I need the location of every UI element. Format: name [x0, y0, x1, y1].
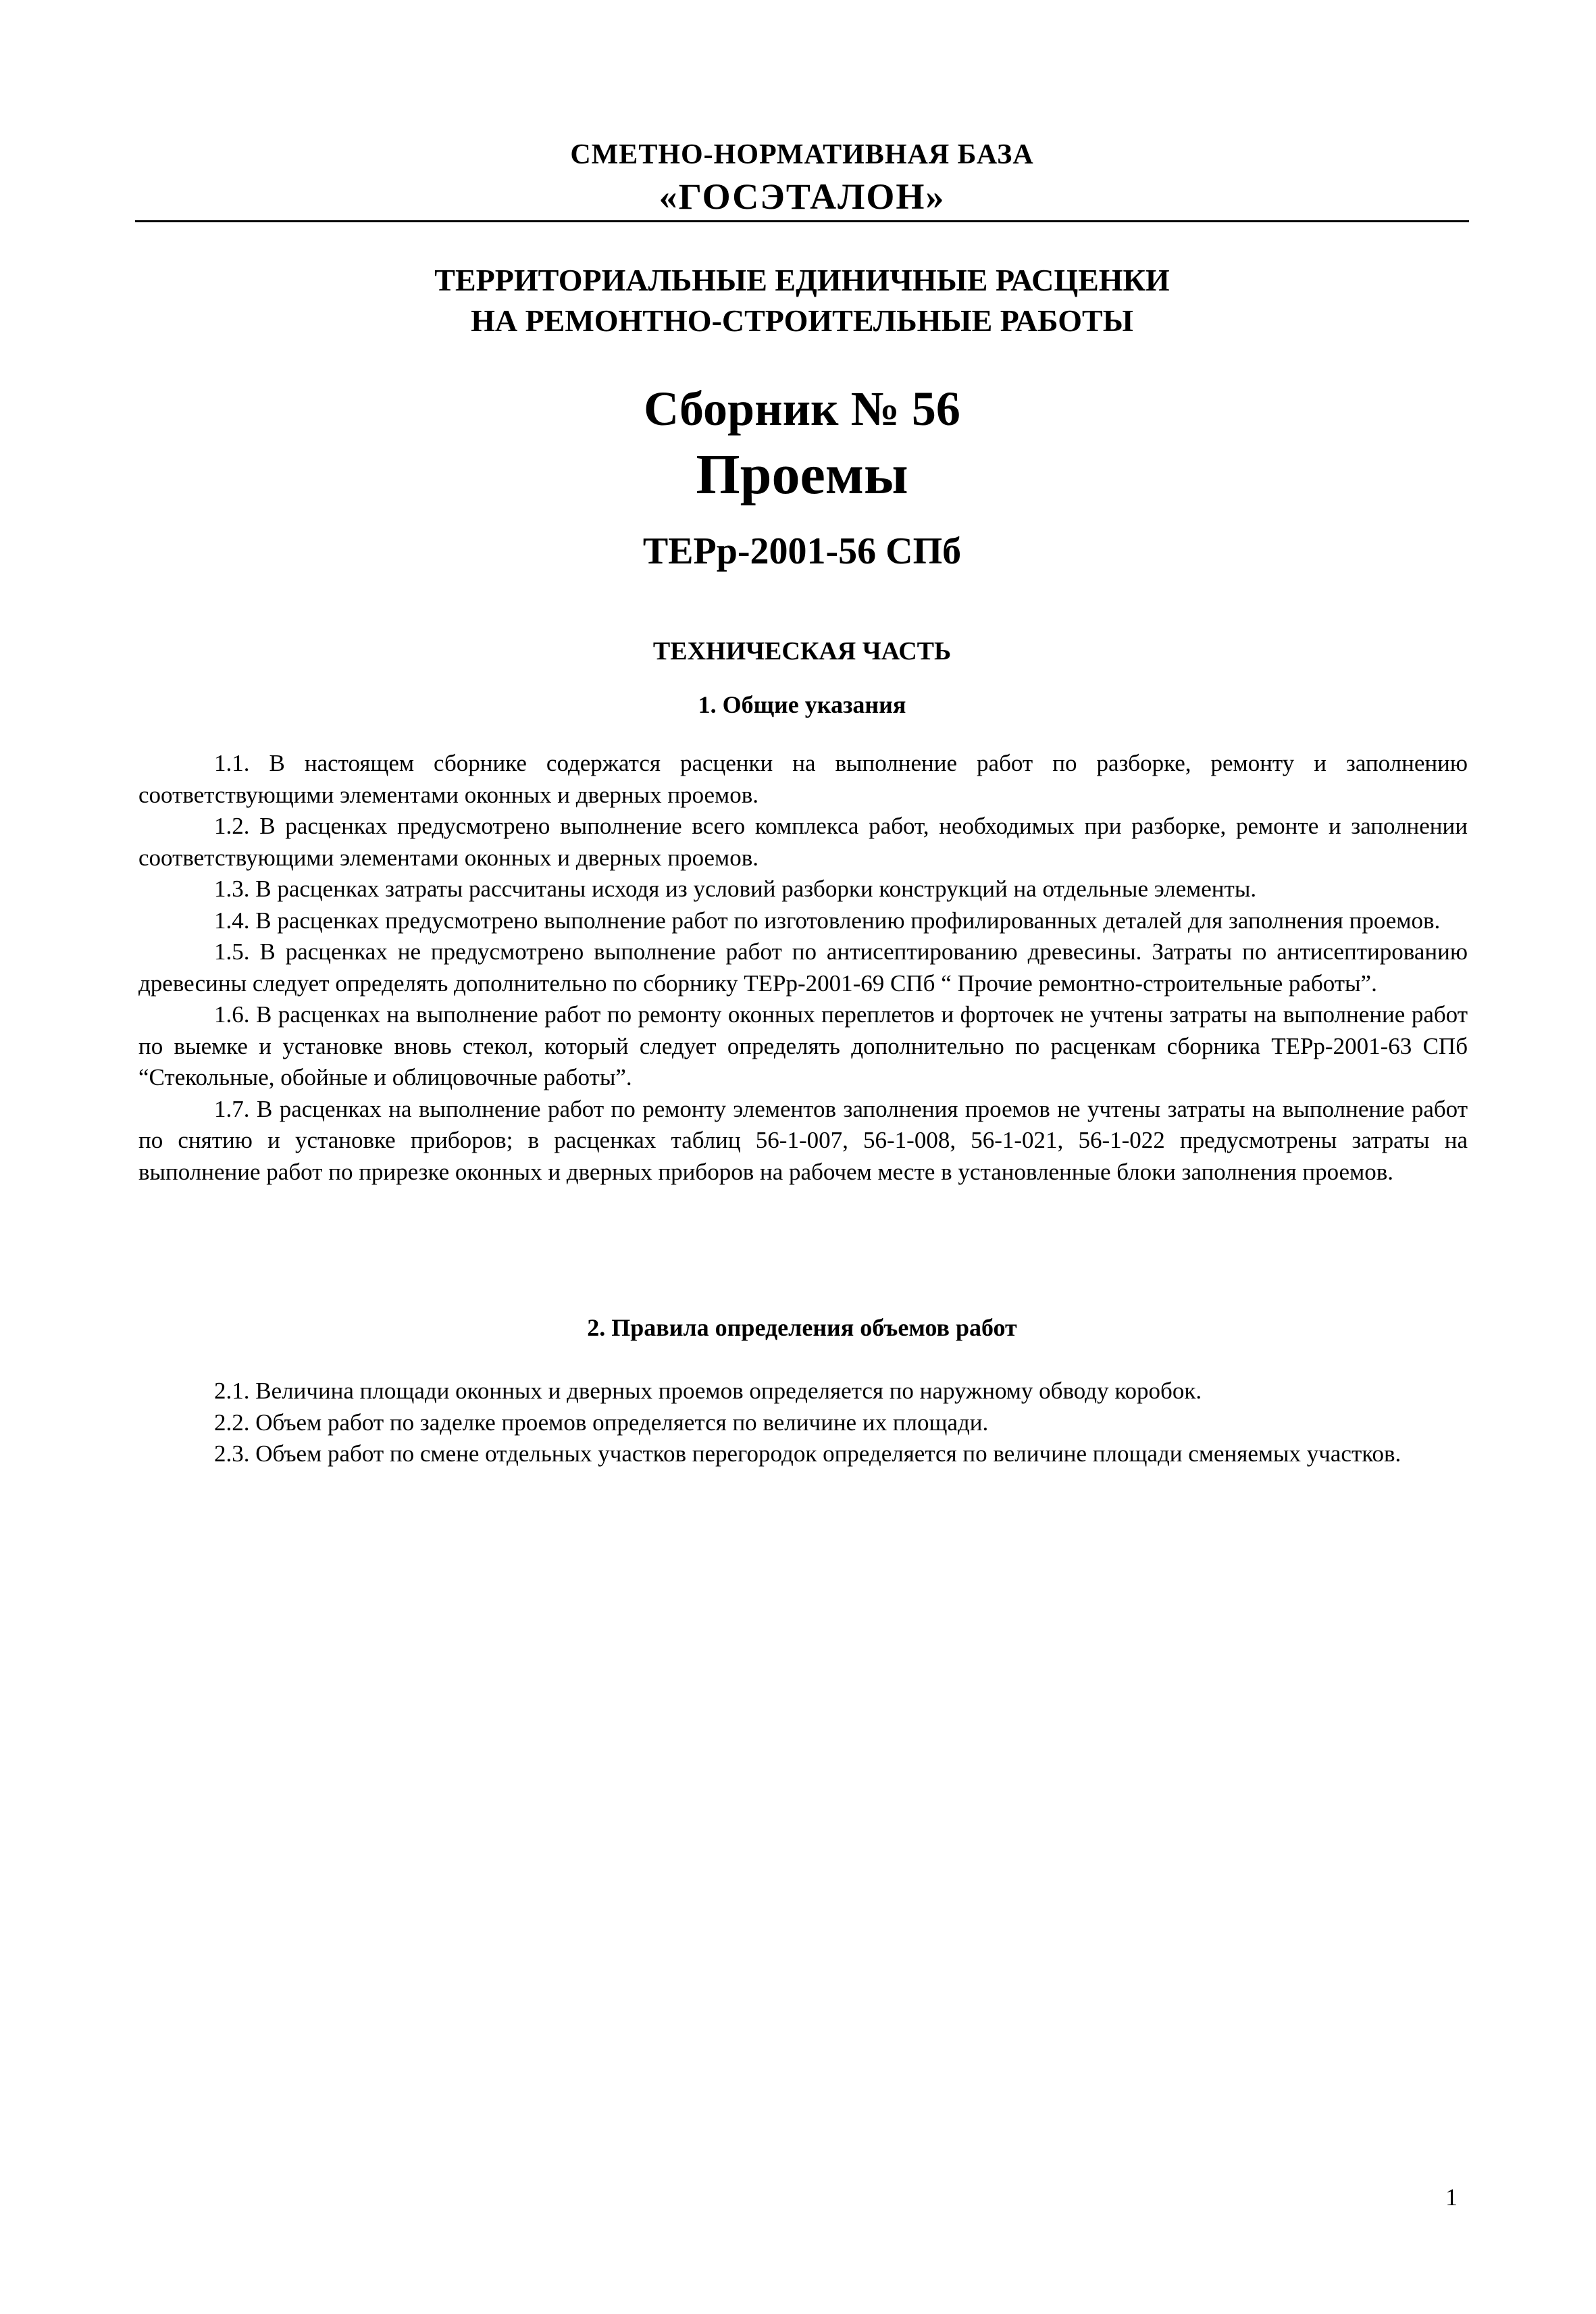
paragraph-1-1: 1.1. В настоящем сборнике содержатся расценки на выполнение работ по разборке, ремонту и заполнению соответствующими элементами оконных и дверных проемов. [138, 750, 1468, 808]
title-line-1: ТЕРРИТОРИАЛЬНЫЕ ЕДИНИЧНЫЕ РАСЦЕНКИ [434, 263, 1170, 297]
paragraph-2-2: 2.2. Объем работ по заделке проемов определяется по величине их площади. [214, 1409, 989, 1436]
paragraph-2-3: 2.3. Объем работ по смене отдельных участков перегородок определяется по величине площади сменяемых участков. [214, 1440, 1401, 1467]
paragraph-1-5: 1.5. В расценках не предусмотрено выполнение работ по антисептированию древесины. Затраты по антисептированию древесины следует определять дополнительно по сборнику ТЕРр-2001-69 СПб “ Прочие ремонтно-строительные работы”. [138, 938, 1468, 997]
section-1-heading: 1. Общие указания [698, 691, 906, 718]
section-1-body [138, 748, 1468, 1188]
document-header [135, 135, 1469, 219]
title-line-2: НА РЕМОНТНО-СТРОИТЕЛЬНЫЕ РАБОТЫ [471, 303, 1133, 338]
paragraph-1-7: 1.7. В расценках на выполнение работ по ремонту элементов заполнения проемов не учтены затраты на выполнение работ по снятию и установке приборов; в расценках таблиц 56-1-007, 56-1-008, 56-1-021, 56-1-022 предусмотрены затраты на выполнение работ по прирезке оконных и дверных приборов на рабочем месте в установленные блоки заполнения проемов. [138, 1095, 1468, 1185]
collection-title: Проемы [696, 443, 908, 506]
section-2-body [138, 1376, 1468, 1470]
paragraph-1-2: 1.2. В расценках предусмотрено выполнение всего комплекса работ, необходимых при разборке, ремонте и заполнении соответствующими элементами оконных и дверных проемов. [138, 813, 1468, 871]
paragraph-1-3: 1.3. В расценках затраты рассчитаны исходя из условий разборки конструкций на отдельные элементы. [214, 876, 1257, 902]
page-number: 1 [1445, 2184, 1458, 2211]
brand-name: «ГОСЭТАЛОН» [659, 176, 946, 217]
base-name: СМЕТНО-НОРМАТИВНАЯ БАЗА [570, 139, 1034, 170]
section-2-heading: 2. Правила определения объемов работ [587, 1314, 1017, 1341]
document-code: ТЕРр-2001-56 СПб [642, 530, 962, 572]
technical-part-heading: ТЕХНИЧЕСКАЯ ЧАСТЬ [652, 637, 952, 665]
collection-number: Сборник № 56 [644, 382, 960, 436]
header-divider [135, 220, 1469, 222]
title-block [135, 260, 1469, 575]
paragraph-2-1: 2.1. Величина площади оконных и дверных проемов определяется по наружному обводу коробок. [214, 1378, 1202, 1404]
paragraph-1-6: 1.6. В расценках на выполнение работ по ремонту оконных переплетов и форточек не учтены затраты на выполнение работ по выемке и установке вновь стекол, который следует определять дополнительно по расценкам сборника ТЕРр-2001-63 СПб “Стекольные, обойные и облицовочные работы”. [138, 1001, 1468, 1090]
paragraph-1-4: 1.4. В расценках предусмотрено выполнение работ по изготовлению профилированных деталей для заполнения проемов. [214, 907, 1441, 934]
